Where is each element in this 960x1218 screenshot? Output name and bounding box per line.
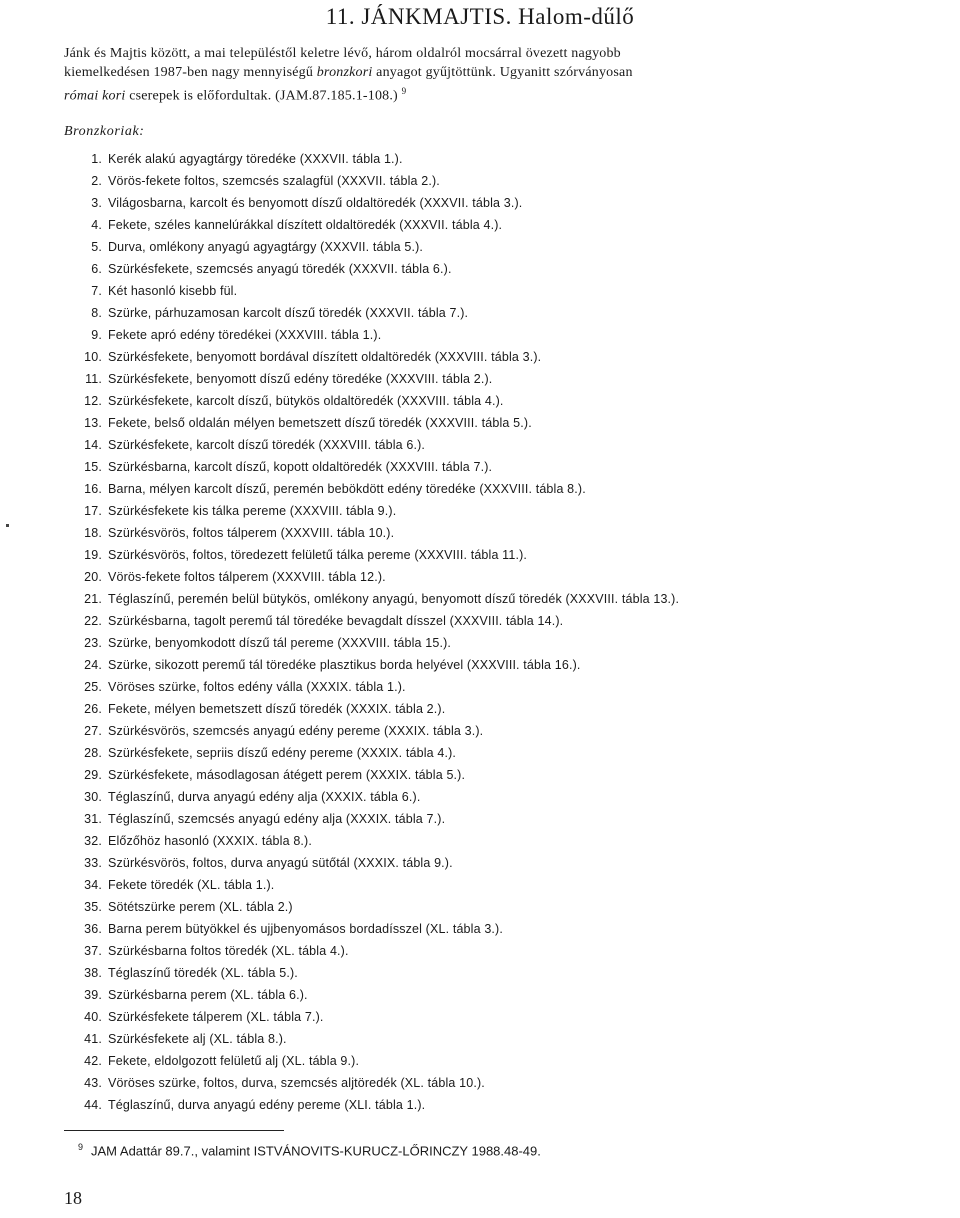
list-item-number: 27. xyxy=(84,724,102,738)
list-item-text: Szürkésfekete, másodlagosan átégett perem (XXXIX. tábla 5.). xyxy=(108,768,466,782)
list-item-number: 20. xyxy=(84,570,102,584)
list-item-number: 12. xyxy=(84,394,102,408)
list-item xyxy=(70,346,870,368)
section-heading: Bronzkoriak: xyxy=(64,124,145,139)
list-item-number: 15. xyxy=(84,460,102,474)
list-item-text: Szürkésfekete, benyomott díszű edény töredéke (XXXVIII. tábla 2.). xyxy=(108,372,493,386)
list-item xyxy=(70,258,870,280)
intro-paragraph xyxy=(64,44,944,106)
list-item-number: 21. xyxy=(84,592,102,606)
list-item xyxy=(70,632,870,654)
list-item-number: 38. xyxy=(84,966,102,980)
scan-speck xyxy=(6,524,9,527)
intro-line-1: Jánk és Majtis között, a mai településtől keletre lévő, három oldalról mocsárral övezett nagyobb xyxy=(64,46,621,61)
find-list xyxy=(70,148,870,1116)
list-item-number: 16. xyxy=(84,482,102,496)
list-item xyxy=(70,412,870,434)
list-item-number: 7. xyxy=(91,284,102,298)
intro-line-3 xyxy=(64,82,944,106)
list-item-number: 37. xyxy=(84,944,102,958)
intro-line-2 xyxy=(64,63,944,82)
footnote-text: JAM Adattár 89.7., valamint ISTVÁNOVITS-KURUCZ-LŐRINCZY 1988.48-49. xyxy=(91,1143,541,1159)
list-item-number: 32. xyxy=(84,834,102,848)
list-item xyxy=(70,478,870,500)
list-item-text: Vöröses szürke, foltos edény válla (XXXIX. tábla 1.). xyxy=(108,680,406,694)
list-item xyxy=(70,236,870,258)
list-item-text: Fekete apró edény töredékei (XXXVIII. tábla 1.). xyxy=(108,328,382,342)
list-item-number: 26. xyxy=(84,702,102,716)
list-item-number: 18. xyxy=(84,526,102,540)
list-item-text: Előzőhöz hasonló (XXXIX. tábla 8.). xyxy=(108,834,312,848)
list-item-number: 43. xyxy=(84,1076,102,1090)
list-item-text: Sötétszürke perem (XL. tábla 2.) xyxy=(108,900,293,914)
list-item-number: 36. xyxy=(84,922,102,936)
list-item xyxy=(70,610,870,632)
page-number: 18 xyxy=(64,1188,82,1208)
list-item-text: Szürkésfekete, karcolt díszű, bütykös oldaltöredék (XXXVIII. tábla 4.). xyxy=(108,394,504,408)
list-item-text: Téglaszínű, durva anyagú edény alja (XXXIX. tábla 6.). xyxy=(108,790,421,804)
list-item-number: 10. xyxy=(84,350,102,364)
list-item xyxy=(70,544,870,566)
list-item-number: 11. xyxy=(85,372,102,386)
list-item xyxy=(70,786,870,808)
list-item-number: 4. xyxy=(91,218,102,232)
list-item xyxy=(70,324,870,346)
list-item-number: 1. xyxy=(91,152,102,166)
list-item xyxy=(70,720,870,742)
list-item-text: Szürkésvörös, foltos tálperem (XXXVIII. tábla 10.). xyxy=(108,526,395,540)
list-item-text: Vöröses szürke, foltos, durva, szemcsés aljtöredék (XL. tábla 10.). xyxy=(108,1076,485,1090)
list-item-text: Két hasonló kisebb fül. xyxy=(108,284,238,298)
list-item-text: Szürkésfekete kis tálka pereme (XXXVIII. tábla 9.). xyxy=(108,504,397,518)
footnote xyxy=(78,1142,541,1158)
list-item xyxy=(70,192,870,214)
list-item xyxy=(70,522,870,544)
list-item-text: Fekete, belső oldalán mélyen bemetszett díszű töredék (XXXVIII. tábla 5.). xyxy=(108,416,532,430)
list-item-number: 23. xyxy=(84,636,102,650)
list-item xyxy=(70,874,870,896)
list-item xyxy=(70,742,870,764)
list-item-text: Durva, omlékony anyagú agyagtárgy (XXXVII. tábla 5.). xyxy=(108,240,424,254)
list-item-number: 39. xyxy=(84,988,102,1002)
list-item xyxy=(70,764,870,786)
list-item-number: 44. xyxy=(84,1098,102,1112)
list-item xyxy=(70,1072,870,1094)
list-item xyxy=(70,852,870,874)
list-item-text: Téglaszínű töredék (XL. tábla 5.). xyxy=(108,966,298,980)
list-item-number: 33. xyxy=(84,856,102,870)
list-item-text: Fekete töredék (XL. tábla 1.). xyxy=(108,878,275,892)
list-item-text: Barna, mélyen karcolt díszű, peremén bebökdött edény töredéke (XXXVIII. tábla 8.). xyxy=(108,482,586,496)
list-item-text: Szürkésfekete, benyomott bordával díszített oldaltöredék (XXXVIII. tábla 3.). xyxy=(108,350,542,364)
list-item xyxy=(70,1094,870,1116)
list-item-number: 24. xyxy=(84,658,102,672)
list-item xyxy=(70,434,870,456)
list-item xyxy=(70,280,870,302)
list-item-number: 2. xyxy=(91,174,102,188)
list-item-number: 17. xyxy=(84,504,102,518)
list-item-text: Kerék alakú agyagtárgy töredéke (XXXVII. tábla 1.). xyxy=(108,152,403,166)
list-item xyxy=(70,940,870,962)
list-item-number: 25. xyxy=(84,680,102,694)
list-item xyxy=(70,588,870,610)
list-item-number: 30. xyxy=(84,790,102,804)
list-item xyxy=(70,698,870,720)
list-item-text: Barna perem bütyökkel és ujjbenyomásos bordadísszel (XL. tábla 3.). xyxy=(108,922,503,936)
list-item-text: Vörös-fekete foltos tálperem (XXXVIII. tábla 12.). xyxy=(108,570,386,584)
list-item xyxy=(70,1006,870,1028)
list-item xyxy=(70,368,870,390)
list-item-number: 19. xyxy=(84,548,102,562)
list-item xyxy=(70,918,870,940)
intro-line-2-end: anyagot gyűjtöttünk. Ugyanitt szórványosan xyxy=(372,65,633,80)
intro-term-roman-age: római kori xyxy=(64,88,126,104)
list-item-text: Szürkésbarna perem (XL. tábla 6.). xyxy=(108,988,308,1002)
list-item-text: Szürkésfekete, szemcsés anyagú töredék (XXXVII. tábla 6.). xyxy=(108,262,452,276)
list-item-text: Szürkésbarna foltos töredék (XL. tábla 4.). xyxy=(108,944,349,958)
list-item-number: 14. xyxy=(84,438,102,452)
list-item-text: Szürkésfekete, karcolt díszű töredék (XXXVIII. tábla 6.). xyxy=(108,438,426,452)
list-item xyxy=(70,896,870,918)
intro-footnote-mark: 9 xyxy=(401,86,407,96)
list-item xyxy=(70,170,870,192)
list-item xyxy=(70,1050,870,1072)
list-item-number: 3. xyxy=(91,196,102,210)
list-item-number: 5. xyxy=(91,240,102,254)
list-item-text: Téglaszínű, durva anyagú edény pereme (XLI. tábla 1.). xyxy=(108,1098,426,1112)
list-item-number: 31. xyxy=(84,812,102,826)
list-item-text: Fekete, széles kannelúrákkal díszített oldaltöredék (XXXVII. tábla 4.). xyxy=(108,218,503,232)
list-item-text: Téglaszínű, peremén belül bütykös, omlékony anyagú, benyomott díszű töredék (XXXVIII. tábla 13.). xyxy=(108,592,680,606)
list-item-text: Szürkésfekete alj (XL. tábla 8.). xyxy=(108,1032,287,1046)
list-item-text: Világosbarna, karcolt és benyomott díszű oldaltöredék (XXXVII. tábla 3.). xyxy=(108,196,523,210)
list-item-number: 13. xyxy=(84,416,102,430)
list-item-number: 42. xyxy=(84,1054,102,1068)
list-item-text: Szürkésvörös, foltos, durva anyagú sütőtál (XXXIX. tábla 9.). xyxy=(108,856,453,870)
list-item-text: Szürkésfekete tálperem (XL. tábla 7.). xyxy=(108,1010,324,1024)
list-item xyxy=(70,830,870,852)
list-item xyxy=(70,500,870,522)
list-item xyxy=(70,566,870,588)
list-item-text: Fekete, mélyen bemetszett díszű töredék (XXXIX. tábla 2.). xyxy=(108,702,446,716)
list-item-text: Fekete, eldolgozott felületű alj (XL. tábla 9.). xyxy=(108,1054,360,1068)
list-item-text: Szürke, párhuzamosan karcolt díszű töredék (XXXVII. tábla 7.). xyxy=(108,306,469,320)
list-item-number: 34. xyxy=(84,878,102,892)
list-item-text: Szürkésvörös, szemcsés anyagú edény pereme (XXXIX. tábla 3.). xyxy=(108,724,484,738)
intro-line-3-end: cserepek is előfordultak. (JAM.87.185.1-108.) xyxy=(125,88,398,104)
footnote-mark: 9 xyxy=(78,1142,84,1152)
list-item xyxy=(70,302,870,324)
list-item xyxy=(70,676,870,698)
list-item xyxy=(70,654,870,676)
list-item xyxy=(70,390,870,412)
list-item xyxy=(70,148,870,170)
list-item-number: 40. xyxy=(84,1010,102,1024)
list-item-number: 8. xyxy=(91,306,102,320)
page-title: 11. JÁNKMAJTIS. Halom-dűlő xyxy=(325,4,635,29)
list-item-text: Szürkésbarna, tagolt peremű tál töredéke bevagdalt dísszel (XXXVIII. tábla 14.). xyxy=(108,614,564,628)
footnote-divider xyxy=(64,1130,284,1131)
list-item-number: 6. xyxy=(91,262,102,276)
list-item xyxy=(70,1028,870,1050)
list-item-text: Szürkésvörös, foltos, töredezett felületű tálka pereme (XXXVIII. tábla 11.). xyxy=(108,548,528,562)
list-item xyxy=(70,962,870,984)
list-item-text: Szürkésbarna, karcolt díszű, kopott oldaltöredék (XXXVIII. tábla 7.). xyxy=(108,460,493,474)
list-item xyxy=(70,808,870,830)
list-item xyxy=(70,214,870,236)
list-item xyxy=(70,984,870,1006)
list-item-number: 29. xyxy=(84,768,102,782)
list-item-number: 22. xyxy=(84,614,102,628)
intro-line-2-start: kiemelkedésen 1987-ben nagy mennyiségű xyxy=(64,65,317,80)
list-item-text: Szürke, benyomkodott díszű tál pereme (XXXVIII. tábla 15.). xyxy=(108,636,452,650)
list-item-number: 41. xyxy=(84,1032,102,1046)
list-item xyxy=(70,456,870,478)
list-item-text: Téglaszínű, szemcsés anyagú edény alja (XXXIX. tábla 7.). xyxy=(108,812,446,826)
list-item-number: 28. xyxy=(84,746,102,760)
intro-term-bronze-age: bronzkori xyxy=(316,65,373,80)
list-item-text: Vörös-fekete foltos, szemcsés szalagfül (XXXVII. tábla 2.). xyxy=(108,174,440,188)
list-item-text: Szürkésfekete, sepriis díszű edény pereme (XXXIX. tábla 4.). xyxy=(108,746,457,760)
list-item-number: 9. xyxy=(91,328,102,342)
list-item-text: Szürke, sikozott peremű tál töredéke plasztikus borda helyével (XXXVIII. tábla 16.). xyxy=(108,658,581,672)
list-item-number: 35. xyxy=(84,900,102,914)
